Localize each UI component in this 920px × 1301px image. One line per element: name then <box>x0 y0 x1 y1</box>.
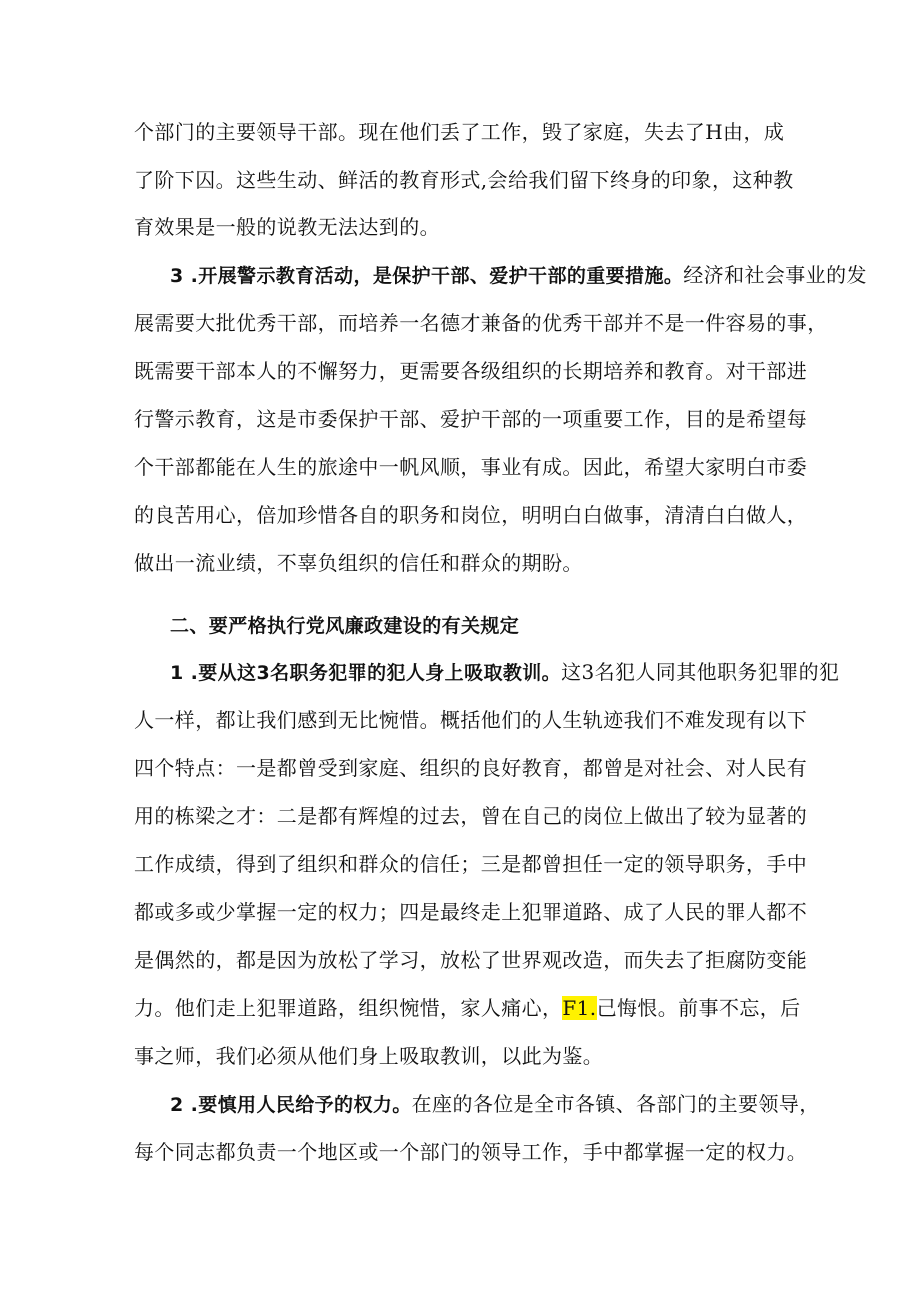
paragraph-text: 力。他们走上犯罪道路，组织惋惜，家人痛心， <box>134 996 563 1020</box>
paragraph-line: 个干部都能在人生的旅途中一帆风顺，事业有成。因此，希望大家明白市委 <box>134 455 808 479</box>
paragraph-line: 工作成绩，得到了组织和群众的信任；三是都曾担任一定的领导职务，手中 <box>134 852 808 876</box>
paragraph-line: 育效果是一般的说教无法达到的。 <box>134 215 440 239</box>
paragraph-text: 己悔恨。前事不忘，后 <box>596 996 801 1020</box>
paragraph-line: 个部门的主要领导干部。现在他们丢了工作，毁了家庭，失去了H由，成 <box>134 120 785 144</box>
paragraph-line: 是偶然的，都是因为放松了学习，放松了世界观改造，而失去了拒腐防变能 <box>134 948 808 972</box>
paragraph-lead-bold: 3 .开展警示教育活动，是保护干部、爱护干部的重要措施。 <box>170 265 684 287</box>
paragraph-line: 展需要大批优秀干部，而培养一名德才兼备的优秀干部并不是一件容易的事， <box>134 311 828 335</box>
section-heading: 二、要严格执行党风廉政建设的有关规定 <box>170 615 520 637</box>
paragraph-lead-bold: 1 .要从这3名职务犯罪的犯人身上吸取教训。 <box>170 662 562 684</box>
paragraph-line: 事之师，我们必须从他们身上吸取教训，以此为鉴。 <box>134 1044 604 1068</box>
paragraph-line: 既需要干部本人的不懈努力，更需要各级组织的长期培养和教育。对干部进 <box>134 359 808 383</box>
paragraph-line: 都或多或少掌握一定的权力；四是最终走上犯罪道路、成了人民的罪人都不 <box>134 900 808 924</box>
paragraph-text: 经济和社会事业的发 <box>683 263 867 287</box>
paragraph-line: 人一样，都让我们感到无比惋惜。概括他们的人生轨迹我们不难发现有以下 <box>134 708 808 732</box>
paragraph-lead-bold: 2 .要慎用人民给予的权力。 <box>170 1094 412 1116</box>
paragraph-line: 行警示教育，这是市委保护干部、爱护干部的一项重要工作，目的是希望每 <box>134 407 808 431</box>
paragraph-line: 四个特点：一是都曾受到家庭、组织的良好教育，都曾是对社会、对人民有 <box>134 756 808 780</box>
paragraph-line: 做出一流业绩，不辜负组织的信任和群众的期盼。 <box>134 551 583 575</box>
paragraph-line: 用的栋梁之才：二是都有辉煌的过去，曾在自己的岗位上做出了较为显著的 <box>134 804 808 828</box>
highlighted-text: F1. <box>562 996 597 1020</box>
paragraph-line: 的良苦用心，倍加珍惜各自的职务和岗位，明明白白做事，清清白白做人， <box>134 503 808 527</box>
paragraph-text: 在座的各位是全市各镇、各部门的主要领导， <box>411 1092 820 1116</box>
paragraph-line <box>134 994 801 1022</box>
paragraph-first-line <box>170 1090 820 1119</box>
paragraph-line: 了阶下囚。这些生动、鲜活的教育形式,会给我们留下终身的印象，这种教 <box>134 168 794 192</box>
paragraph-first-line <box>170 658 840 687</box>
paragraph-text: 这3名犯人同其他职务犯罪的犯 <box>561 660 840 684</box>
paragraph-first-line <box>170 261 867 290</box>
paragraph-line: 每个同志都负责一个地区或一个部门的领导工作，手中都掌握一定的权力。 <box>134 1140 808 1164</box>
